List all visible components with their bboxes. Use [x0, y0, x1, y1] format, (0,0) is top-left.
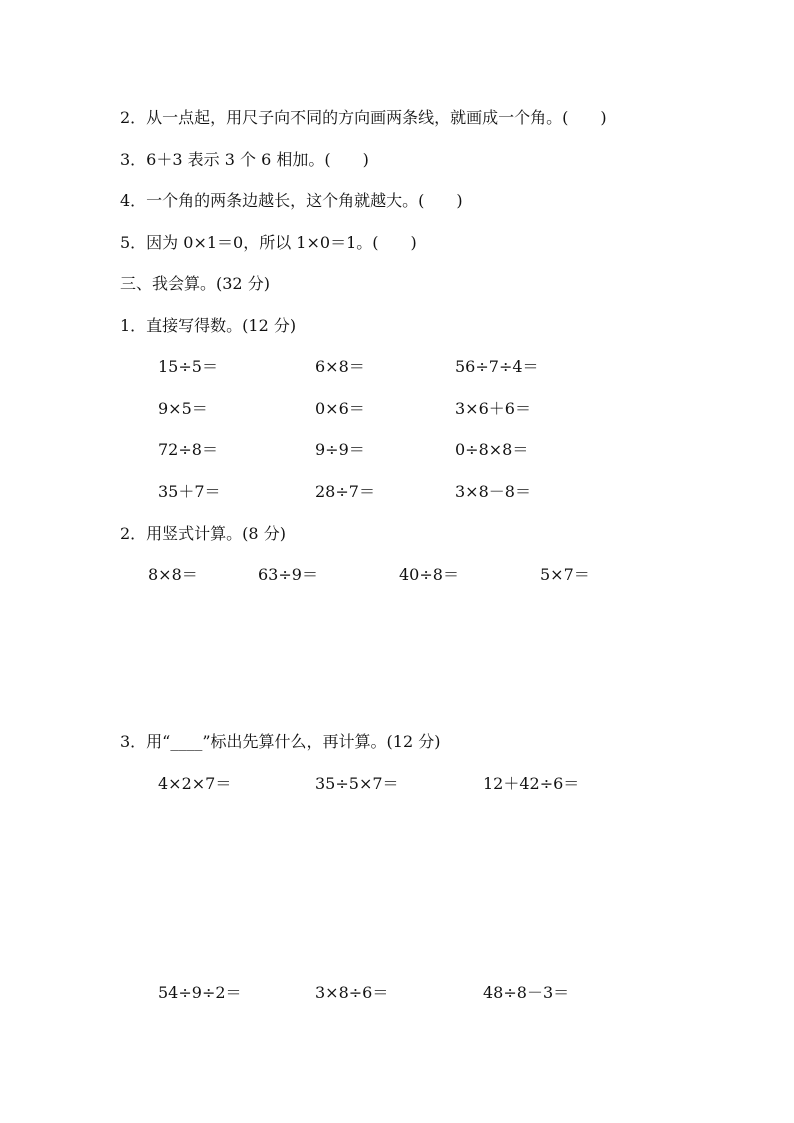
part3-heading: 3．用“____”标出先算什么，再计算。(12 分) — [120, 732, 441, 751]
oral-calc-item: 28÷7＝ — [315, 482, 375, 501]
oral-calc-item: 6×8＝ — [315, 357, 365, 376]
judge-item-3: 3．6＋3 表示 3 个 6 相加。( ) — [120, 150, 369, 169]
order-calc-item: 12＋42÷6＝ — [483, 774, 580, 793]
oral-calc-item: 35＋7＝ — [158, 482, 221, 501]
oral-calc-item: 15÷5＝ — [158, 357, 218, 376]
vertical-calc-item: 40÷8＝ — [399, 565, 459, 584]
order-calc-item: 54÷9÷2＝ — [158, 983, 242, 1002]
order-calc-item: 4×2×7＝ — [158, 774, 232, 793]
order-calc-item: 35÷5×7＝ — [315, 774, 399, 793]
part2-heading: 2．用竖式计算。(8 分) — [120, 524, 286, 543]
oral-calc-item: 0÷8×8＝ — [455, 440, 529, 459]
order-calc-item: 48÷8－3＝ — [483, 983, 570, 1002]
section-title: 三、我会算。(32 分) — [120, 274, 270, 293]
oral-calc-item: 0×6＝ — [315, 399, 365, 418]
vertical-calc-item: 8×8＝ — [148, 565, 198, 584]
vertical-calc-item: 63÷9＝ — [258, 565, 318, 584]
oral-calc-item: 3×8－8＝ — [455, 482, 531, 501]
oral-calc-item: 9÷9＝ — [315, 440, 365, 459]
part1-heading: 1．直接写得数。(12 分) — [120, 316, 297, 335]
vertical-calc-item: 5×7＝ — [540, 565, 590, 584]
oral-calc-item: 9×5＝ — [158, 399, 208, 418]
oral-calc-item: 3×6＋6＝ — [455, 399, 531, 418]
judge-item-4: 4．一个角的两条边越长，这个角就越大。( ) — [120, 191, 463, 210]
oral-calc-item: 56÷7÷4＝ — [455, 357, 539, 376]
oral-calc-item: 72÷8＝ — [158, 440, 218, 459]
judge-item-5: 5．因为 0×1＝0，所以 1×0＝1。( ) — [120, 233, 417, 252]
judge-item-2: 2．从一点起，用尺子向不同的方向画两条线，就画成一个角。( ) — [120, 108, 607, 127]
order-calc-item: 3×8÷6＝ — [315, 983, 389, 1002]
